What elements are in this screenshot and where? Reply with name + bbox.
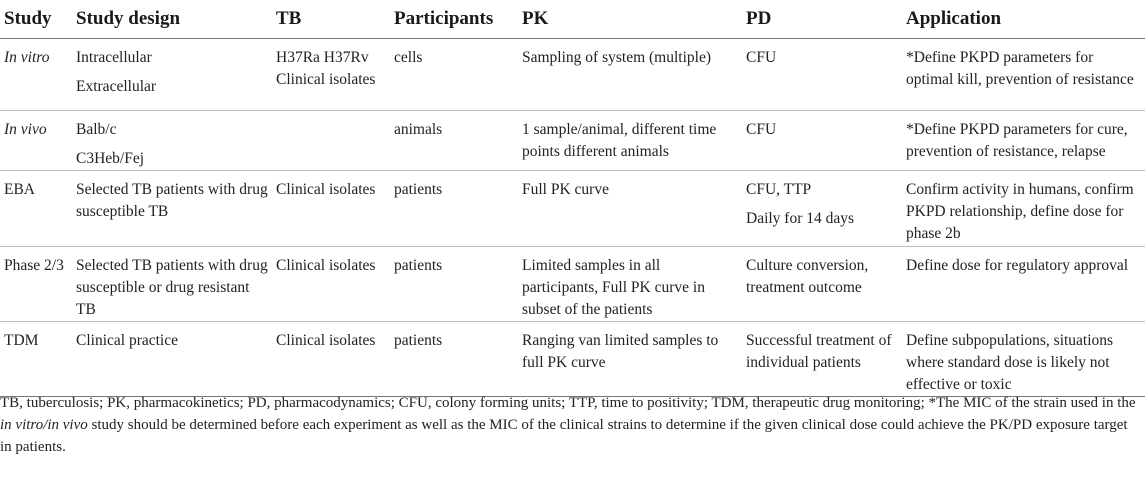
cell-pd [742,39,902,111]
header-tb: TB [272,0,390,39]
cell-study: Phase 2/3 [0,247,72,322]
header-study-design: Study design [72,0,272,39]
table-footnote [0,392,1140,458]
cell-study: In vivo [0,111,72,171]
pk-item: Sampling of system (multiple) [522,49,711,66]
cell-application: Define subpopulations, situations where standard dose is likely not effective or toxic [902,322,1145,397]
footnote-text-end: study should be determined before each experiment as well as the MIC of the clinical strains to determine if the given clinical dose could achieve the PK/PD exposure target in patients. [0,417,1128,455]
table-row [0,171,1145,247]
cell-application: Confirm activity in humans, confirm PKPD relationship, define dose for phase 2b [902,171,1145,247]
header-pk: PK [518,0,742,39]
cell-tb: Clinical isolates [272,171,390,247]
cell-tb [272,111,390,171]
cell-pk [518,111,742,171]
cell-application: Define dose for regulatory approval [902,247,1145,322]
cell-pd [742,247,902,322]
header-study: Study [0,0,72,39]
header-pd: PD [742,0,902,39]
cell-participants: patients [390,171,518,247]
pk-item: Limited samples in all participants, Full PK curve in subset of the patients [522,257,705,318]
cell-pd [742,111,902,171]
table-row [0,322,1145,397]
pk-item: 1 sample/animal, different time points different animals [522,121,717,160]
header-application: Application [902,0,1145,39]
cell-design [72,111,272,171]
table-row [0,247,1145,322]
design-item: C3Heb/Fej [76,150,145,167]
design-item: Balb/c [76,121,117,138]
cell-application: *Define PKPD parameters for cure, prevention of resistance, relapse [902,111,1145,171]
cell-pk [518,171,742,247]
pk-item: Ranging van limited samples to full PK curve [522,332,719,371]
pd-item: CFU [746,49,777,66]
pd-item: CFU, TTP [746,181,812,198]
cell-design [72,247,272,322]
table-row [0,111,1145,171]
design-item: Selected TB patients with drug susceptible or drug resistant TB [76,257,268,318]
design-item: Selected TB patients with drug susceptible TB [76,181,268,220]
header-participants: Participants [390,0,518,39]
table-row [0,39,1145,111]
cell-pk [518,322,742,397]
cell-tb: Clinical isolates [272,247,390,322]
cell-application: *Define PKPD parameters for optimal kill, prevention of resistance [902,39,1145,111]
cell-pd [742,322,902,397]
cell-pk [518,39,742,111]
cell-study: In vitro [0,39,72,111]
cell-participants: patients [390,247,518,322]
header-row [0,0,1145,39]
footnote-text: TB, tuberculosis; PK, pharmacokinetics; PD, pharmacodynamics; CFU, colony forming units; TTP, time to positivity; TDM, therapeutic drug monitoring; *The MIC of the strain used in the [0,395,1136,411]
design-item: Clinical practice [76,332,178,349]
cell-design [72,39,272,111]
design-item: Extracellular [76,78,157,95]
cell-study: EBA [0,171,72,247]
cell-study: TDM [0,322,72,397]
pd-item: Successful treatment of individual patients [746,332,892,371]
cell-participants: patients [390,322,518,397]
cell-participants: animals [390,111,518,171]
cell-pk [518,247,742,322]
cell-design [72,322,272,397]
footnote-italic-text: in vitro/in vivo [0,417,88,433]
cell-pd [742,171,902,247]
cell-participants: cells [390,39,518,111]
pk-item: Full PK curve [522,181,609,198]
cell-design [72,171,272,247]
cell-tb: H37Ra H37Rv Clinical isolates [272,39,390,111]
pd-item: CFU [746,121,777,138]
pd-item: Daily for 14 days [746,210,855,227]
cell-tb: Clinical isolates [272,322,390,397]
pd-item: Culture conversion, treatment outcome [746,257,869,296]
design-item: Intracellular [76,49,152,66]
